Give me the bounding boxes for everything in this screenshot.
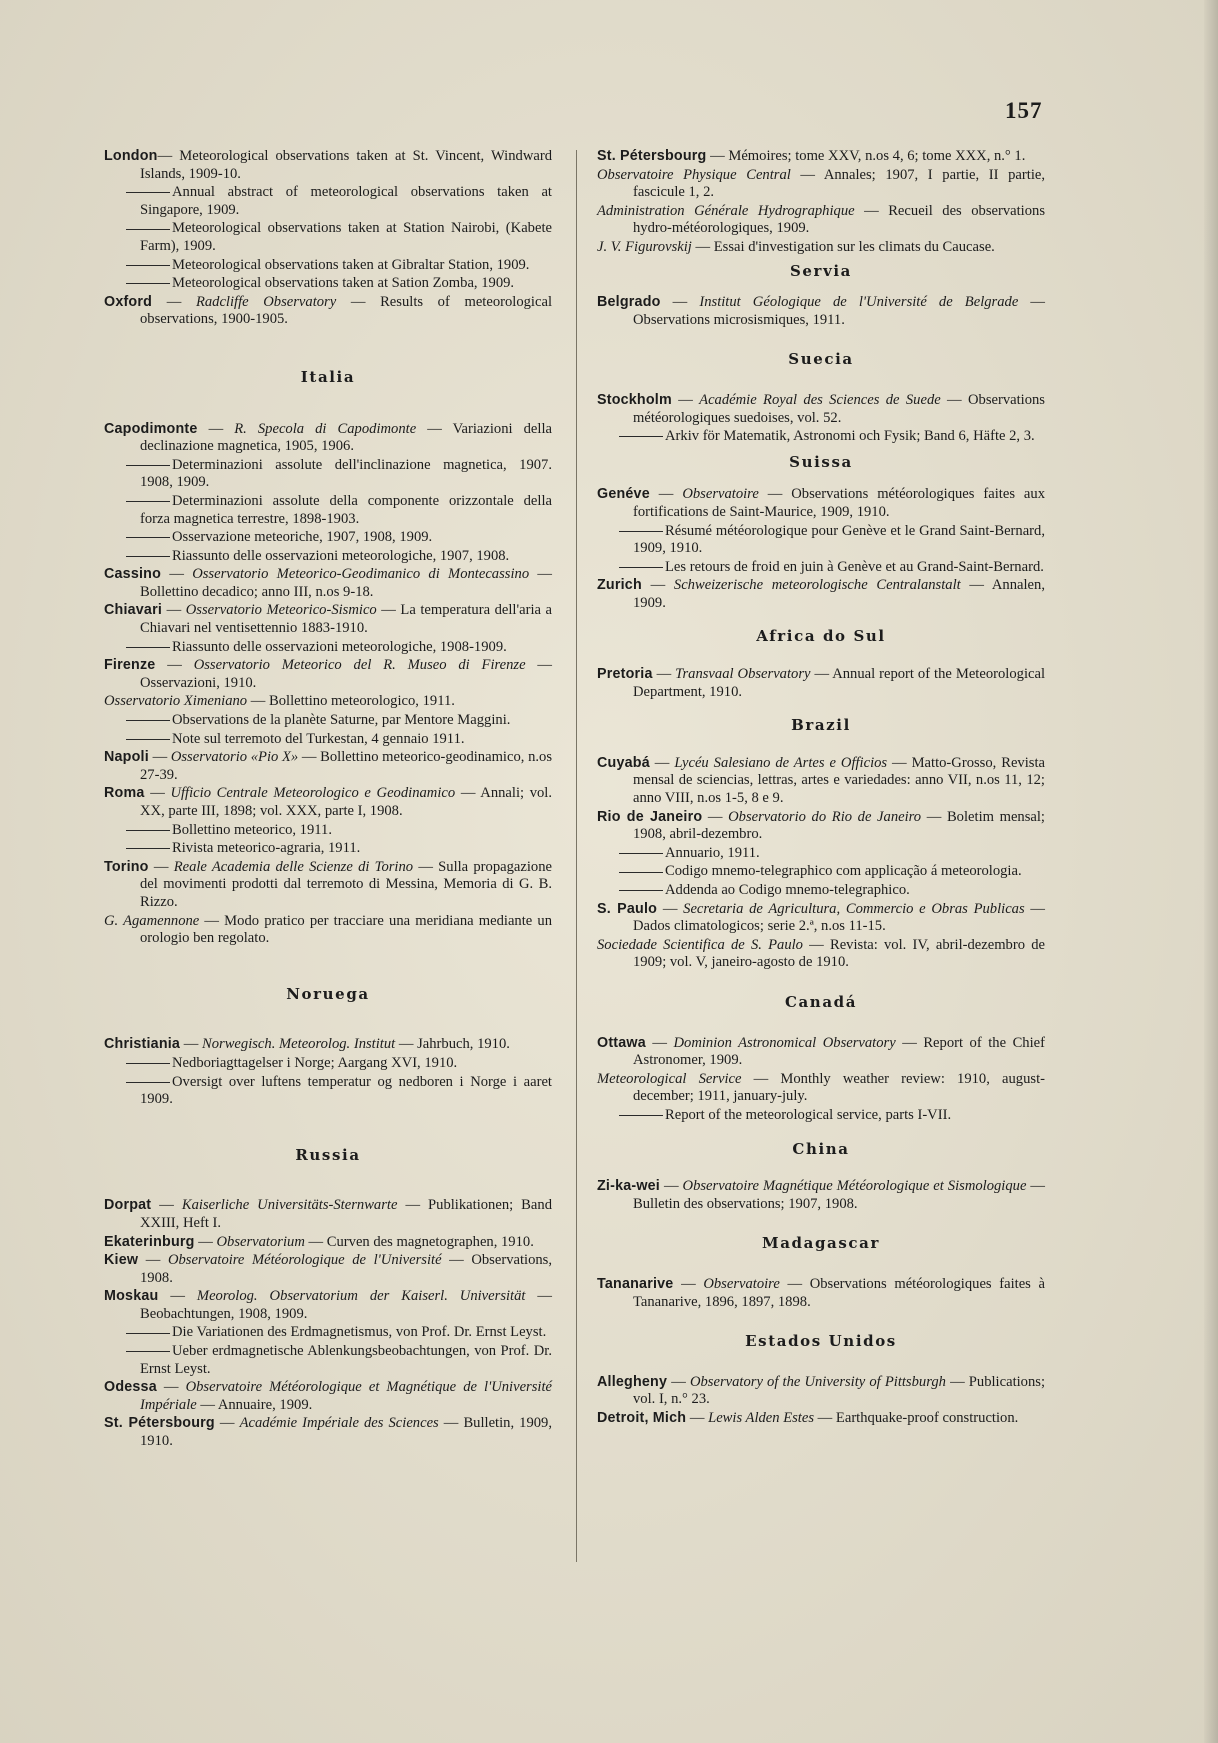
section-heading: Suissa <box>789 452 853 471</box>
right-column <box>597 148 1045 1428</box>
entry-text: — Dados climatologicos; serie 2.ª, n.os 11-15. <box>633 900 1045 935</box>
catalog-entry <box>597 203 1045 238</box>
entry-place: Napoli <box>104 749 149 766</box>
entry-separator: — <box>158 1288 197 1305</box>
catalog-entry <box>104 913 552 948</box>
entry-separator: — <box>660 294 700 311</box>
catalog-entry <box>104 1415 552 1450</box>
entry-dash <box>126 848 170 849</box>
entry-text: — Bollettino meteorico-geodinamico, n.os 27-39. <box>140 749 553 783</box>
catalog-entry <box>597 755 1045 808</box>
catalog-entry <box>104 657 552 692</box>
entry-text: Addenda ao Codigo mnemo-telegraphico. <box>665 882 910 898</box>
entry-place: Genéve <box>597 486 650 503</box>
catalog-entry <box>104 749 552 784</box>
entry-place: Ottawa <box>597 1034 646 1051</box>
entry-institution: Meteorological Service <box>597 1070 742 1087</box>
catalog-entry <box>597 1178 1045 1213</box>
entry-institution: Observatory of the University of Pittsburgh <box>689 1373 946 1390</box>
section-heading: Estados Unidos <box>745 1332 897 1351</box>
section-heading: Noruega <box>286 984 370 1003</box>
section-heading: Brazil <box>791 716 851 735</box>
entry-institution: Dominion Astronomical Observatory <box>673 1034 896 1051</box>
sub-entry <box>597 863 1045 881</box>
sub-entry <box>104 457 552 492</box>
sub-entry <box>597 1107 1045 1125</box>
entry-separator: — <box>673 1275 704 1292</box>
entry-institution: J. V. Figurovskij <box>597 238 692 255</box>
catalog-entry <box>597 666 1045 701</box>
entry-place: Torino <box>104 858 149 875</box>
entry-institution: Administration Générale Hydrographique <box>597 202 855 219</box>
catalog-entry <box>597 1035 1045 1070</box>
entry-dash <box>126 229 170 230</box>
entry-text: — La temperatura dell'aria a Chiavari nel ventisettennio 1883-1910. <box>140 602 553 637</box>
section-heading: Suecia <box>788 350 854 369</box>
entry-place: Firenze <box>104 657 156 674</box>
entry-text: — Sulla propagazione del movimenti prodotti dal terremoto di Messina, Memoria di G. B. Rizzo. <box>140 858 552 910</box>
entry-text: — Observations météorologiques suedoises, vol. 52. <box>633 391 1045 426</box>
sub-entry <box>104 184 552 219</box>
section-heading: Russia <box>295 1145 361 1164</box>
entry-separator: — <box>657 900 684 917</box>
entry-institution: G. Agamennone <box>104 912 200 929</box>
entry-place: Pretoria <box>597 666 653 683</box>
entry-separator: — <box>162 602 186 619</box>
entry-text: — Variazioni della declinazione magnetica, 1905, 1906. <box>140 420 552 455</box>
entry-dash <box>619 872 663 873</box>
entry-dash <box>619 1115 663 1116</box>
entry-institution: Observatoire Météorologique et Magnétique de l'Université Impériale <box>140 1379 553 1413</box>
entry-place: Zi-ka-wei <box>597 1178 660 1195</box>
entry-text: Oversigt over luftens temperatur og nedboren i Norge i aaret 1909. <box>140 1073 552 1108</box>
catalog-entry <box>597 577 1045 612</box>
entry-institution: Osservatorio Meteorico del R. Museo di Firenze <box>193 657 526 674</box>
sub-entry <box>597 523 1045 558</box>
entry-text: Observations de la planète Saturne, par Mentore Maggini. <box>172 712 511 729</box>
entry-institution: Académie Royal des Sciences de Suede <box>699 391 941 408</box>
entry-text: — Mémoires; tome XXV, n.os 4, 6; tome XXX, n.° 1. <box>706 148 1026 164</box>
entry-text: Meteorological observations taken at Sation Zomba, 1909. <box>172 275 515 292</box>
catalog-entry <box>104 421 552 456</box>
entry-dash <box>126 720 170 721</box>
sub-entry <box>597 845 1045 863</box>
entry-text: — Revista: vol. IV, abril-dezembro de 1909; vol. V, janeiro-agosto de 1910. <box>633 936 1045 971</box>
entry-place: Odessa <box>104 1379 157 1396</box>
sub-entry <box>104 1343 552 1378</box>
catalog-entry <box>104 1234 552 1252</box>
column-divider <box>576 150 577 1562</box>
entry-text: Osservazione meteoriche, 1907, 1908, 1909. <box>172 529 433 546</box>
entry-dash <box>126 1082 170 1083</box>
entry-text: — Curven des magnetographen, 1910. <box>304 1233 534 1250</box>
page-edge-shadow <box>1204 0 1218 1743</box>
sub-entry <box>104 548 552 566</box>
entry-place: Belgrado <box>597 294 661 311</box>
entry-text: — Annalen, 1909. <box>633 577 1045 611</box>
entry-place: London <box>104 148 158 164</box>
entry-text: — Matto-Grosso, Revista mensal de sciencias, lettras, artes e variedades: anno VII, n.os 11, 12; anno VIII, n.os 1-5, 8 e 9. <box>633 754 1045 807</box>
entry-institution: Radcliffe Observatory <box>195 293 337 310</box>
entry-dash <box>619 853 663 854</box>
entry-text: Les retours de froid en juin à Genève et au Grand-Saint-Bernard. <box>665 558 1044 575</box>
entry-text: Riassunto delle osservazioni meteorologiche, 1908-1909. <box>172 638 507 655</box>
sub-entry <box>597 428 1045 446</box>
entry-separator: — <box>155 657 194 674</box>
entry-separator: — <box>148 749 171 766</box>
entry-text: Bollettino meteorico, 1911. <box>172 821 332 838</box>
entry-institution: Observatorio do Rio de Janeiro <box>728 808 922 825</box>
section-heading: Madagascar <box>762 1234 880 1253</box>
sub-entry <box>104 1324 552 1342</box>
entry-institution: Reale Academia delle Scienze di Torino <box>173 858 414 875</box>
catalog-entry <box>104 294 552 329</box>
sub-entry <box>104 275 552 293</box>
sub-entry <box>104 493 552 528</box>
entry-institution: Observatoire Physique Central <box>597 166 791 183</box>
entry-separator: — <box>702 808 729 825</box>
catalog-entry <box>597 809 1045 844</box>
entry-institution: Observatoire Météorologique de l'Université <box>167 1252 442 1269</box>
entry-dash <box>619 531 663 532</box>
entry-place: Oxford <box>104 293 153 310</box>
catalog-entry <box>104 1197 552 1232</box>
entry-place: Stockholm <box>597 391 672 408</box>
entry-place: Moskau <box>104 1288 159 1305</box>
entry-institution: Observatoire Magnétique Météorologique et Sismologique <box>682 1178 1027 1195</box>
entry-separator: — <box>161 566 193 583</box>
entry-institution: Sociedade Scientifica de S. Paulo <box>597 936 803 953</box>
sub-entry <box>104 712 552 730</box>
entry-separator: — <box>671 391 700 408</box>
entry-institution: Osservatorio Ximeniano <box>104 693 248 710</box>
entry-dash <box>619 436 663 437</box>
entry-institution: Lewis Alden Estes <box>708 1409 815 1426</box>
entry-text: — Annual report of the Meteorological Department, 1910. <box>633 666 1046 700</box>
section-heading: Servia <box>789 261 852 280</box>
entry-institution: Osservatorio Meteorico-Geodimanico di Montecassino <box>192 566 530 583</box>
entry-place: Rio de Janeiro <box>597 808 703 825</box>
entry-text: — Results of meteorological observations, 1900-1905. <box>140 293 552 328</box>
catalog-entry <box>104 859 552 912</box>
section-heading: Africa do Sul <box>756 627 886 646</box>
entry-separator: — <box>686 1409 709 1426</box>
section-heading: China <box>792 1139 850 1158</box>
entry-text: — Monthly weather review: 1910, august-december; 1911, january-july. <box>633 1070 1045 1105</box>
entry-text: Report of the meteorological service, parts I-VII. <box>665 1106 952 1123</box>
catalog-entry <box>104 785 552 820</box>
entry-text: — Modo pratico per tracciare una meridiana mediante un orologio ben regolato. <box>140 912 552 947</box>
entry-separator: — <box>148 858 174 875</box>
entry-institution: Observatoire <box>682 486 759 503</box>
entry-text: Ueber erdmagnetische Ablenkungsbeobachtungen, von Prof. Dr. Ernst Leyst. <box>140 1343 552 1377</box>
entry-separator: — <box>641 577 674 594</box>
catalog-entry <box>104 693 552 711</box>
sub-entry <box>597 882 1045 900</box>
entry-place: Tananarive <box>597 1275 674 1292</box>
entry-separator: — <box>667 1373 690 1390</box>
page-number: 157 <box>1005 98 1043 123</box>
entry-separator: — <box>645 1034 674 1051</box>
entry-text: — Annales; 1907, I partie, II partie, fascicule 1, 2. <box>633 166 1045 201</box>
entry-institution: Secretaria de Agricultura, Commercio e Obras Publicas <box>683 900 1025 917</box>
entry-separator: — <box>194 1233 217 1250</box>
sub-entry <box>104 822 552 840</box>
entry-dash <box>619 567 663 568</box>
entry-dash <box>126 265 170 266</box>
catalog-entry <box>104 602 552 637</box>
entry-text: Annuario, 1911. <box>665 844 760 861</box>
sub-entry <box>104 1074 552 1109</box>
entry-text: — Meteorological observations taken at St. Vincent, Windward Islands, 1909-10. <box>140 148 552 182</box>
entry-separator: — <box>652 666 676 683</box>
entry-dash <box>126 647 170 648</box>
entry-institution: R. Specola di Capodimonte <box>234 420 417 437</box>
entry-text: Riassunto delle osservazioni meteorologiche, 1907, 1908. <box>172 547 510 564</box>
catalog-entry <box>104 1252 552 1287</box>
entry-separator: — <box>649 754 675 771</box>
entry-text: Determinazioni assolute della componente orizzontale della forza magnetica terrestre, 1898-1903. <box>140 492 552 527</box>
entry-institution: Observatorium <box>216 1233 305 1250</box>
catalog-entry <box>597 294 1045 329</box>
entry-dash <box>126 556 170 557</box>
catalog-entry <box>597 901 1045 936</box>
entry-dash <box>126 465 170 466</box>
entry-place: Cassino <box>104 566 162 583</box>
sub-entry <box>104 840 552 858</box>
entry-place: Detroit, Mich <box>597 1409 687 1426</box>
entry-institution: Transvaal Observatory <box>675 666 811 683</box>
entry-place: Kiew <box>104 1252 139 1269</box>
entry-dash <box>126 1333 170 1334</box>
entry-place: St. Pétersbourg <box>597 148 707 164</box>
entry-place: Chiavari <box>104 602 163 619</box>
entry-text: — Observations, 1908. <box>140 1252 552 1286</box>
entry-text: — Essai d'investigation sur les climats du Caucase. <box>691 238 995 255</box>
catalog-entry <box>597 167 1045 202</box>
entry-text: Codigo mnemo-telegraphico com applicação á meteorologia. <box>665 863 1022 880</box>
entry-place: Zurich <box>597 577 642 594</box>
entry-dash <box>126 1351 170 1352</box>
entry-text: — Publications; vol. I, n.° 23. <box>633 1373 1046 1408</box>
entry-separator: — <box>214 1415 240 1432</box>
entry-text: — Earthquake-proof construction. <box>814 1409 1019 1426</box>
entry-text: Résumé météorologique pour Genève et le Grand Saint-Bernard, 1909, 1910. <box>633 522 1045 557</box>
entry-place: Cuyabá <box>597 754 650 771</box>
catalog-entry <box>597 1374 1045 1409</box>
sub-entry <box>104 529 552 547</box>
entry-dash <box>126 830 170 831</box>
entry-separator: — <box>152 293 196 310</box>
catalog-entry <box>597 1410 1045 1428</box>
entry-text: — Beobachtungen, 1908, 1909. <box>140 1288 553 1322</box>
entry-separator: — <box>649 486 683 503</box>
entry-place: Christiania <box>104 1036 181 1053</box>
entry-separator: — <box>144 785 171 802</box>
entry-separator: — <box>180 1036 202 1053</box>
entry-text: Note sul terremoto del Turkestan, 4 gennaio 1911. <box>172 730 465 747</box>
sub-entry <box>597 559 1045 577</box>
sub-entry <box>104 220 552 255</box>
entry-text: Arkiv för Matematik, Astronomi och Fysik; Band 6, Häfte 2, 3. <box>665 428 1035 445</box>
entry-institution: Norwegisch. Meteorolog. Institut <box>201 1036 396 1053</box>
entry-text: Nedboriagttagelser i Norge; Aargang XVI, 1910. <box>172 1054 458 1071</box>
entry-text: — Publikationen; Band XXIII, Heft I. <box>140 1197 552 1231</box>
catalog-entry <box>104 1036 552 1054</box>
entry-text: — Osservazioni, 1910. <box>140 657 553 691</box>
entry-text: — Annali; vol. XX, parte III, 1898; vol. XXX, parte I, 1908. <box>140 785 553 819</box>
left-column <box>104 148 552 1452</box>
catalog-entry <box>104 148 552 183</box>
entry-separator: — <box>156 1379 186 1396</box>
catalog-entry <box>597 392 1045 427</box>
entry-text: — Bollettino decadico; anno III, n.os 9-18. <box>140 566 552 600</box>
sub-entry <box>104 257 552 275</box>
entry-institution: Schweizerische meteorologische Centralanstalt <box>673 577 961 594</box>
entry-text: Determinazioni assolute dell'inclinazione magnetica, 1907. 1908, 1909. <box>140 456 552 491</box>
sub-entry <box>104 639 552 657</box>
catalog-entry <box>597 486 1045 521</box>
entry-dash <box>126 537 170 538</box>
section-heading: Italia <box>300 367 356 386</box>
entry-institution: Académie Impériale des Sciences <box>239 1415 439 1432</box>
entry-place: Allegheny <box>597 1373 668 1390</box>
catalog-entry <box>597 1071 1045 1106</box>
entry-dash <box>126 501 170 502</box>
entry-separator: — <box>659 1178 683 1195</box>
entry-text: Annual abstract of meteorological observations taken at Singapore, 1909. <box>140 184 552 218</box>
entry-institution: Osservatorio Meteorico-Sismico <box>185 602 377 619</box>
entry-text: — Bulletin, 1909, 1910. <box>140 1415 553 1450</box>
entry-text: — Jahrbuch, 1910. <box>395 1036 510 1053</box>
section-heading: Canadá <box>784 992 858 1011</box>
catalog-entry <box>597 148 1045 166</box>
sub-entry <box>104 731 552 749</box>
catalog-entry <box>104 566 552 601</box>
entry-dash <box>126 283 170 284</box>
entry-text: Die Variationen des Erdmagnetismus, von Prof. Dr. Ernst Leyst. <box>172 1324 547 1341</box>
entry-text: — Observations météorologiques faites aux fortifications de Saint-Maurice, 1909, 1910. <box>633 486 1046 520</box>
entry-separator: — <box>138 1252 168 1269</box>
entry-text: — Bollettino meteorologico, 1911. <box>247 693 455 710</box>
entry-text: — Observations météorologiques faites à Tananarive, 1896, 1897, 1898. <box>633 1275 1045 1310</box>
entry-text: — Observations microsismiques, 1911. <box>633 294 1045 328</box>
entry-place: Capodimonte <box>104 420 198 437</box>
entry-dash <box>126 192 170 193</box>
entry-text: Meteorological observations taken at Station Nairobi, (Kabete Farm), 1909. <box>140 220 552 254</box>
entry-separator: — <box>151 1197 182 1214</box>
entry-place: Dorpat <box>104 1197 152 1214</box>
entry-separator: — <box>197 420 235 437</box>
catalog-entry <box>597 239 1045 257</box>
entry-institution: Institut Géologique de l'Université de Belgrade <box>699 294 1019 311</box>
catalog-entry <box>104 1379 552 1414</box>
entry-institution: Kaiserliche Universitäts-Sternwarte <box>181 1197 398 1214</box>
entry-text: Meteorological observations taken at Gibraltar Station, 1909. <box>172 256 530 273</box>
catalog-entry <box>597 1276 1045 1311</box>
entry-institution: Observatoire <box>703 1275 780 1292</box>
entry-text: — Recueil des observations hydro-météorologiques, 1909. <box>633 202 1045 237</box>
entry-place: St. Pétersbourg <box>104 1415 215 1432</box>
entry-institution: Osservatorio «Pio X» <box>170 749 299 766</box>
entry-place: Ekaterinburg <box>104 1233 195 1250</box>
entry-text: Rivista meteorico-agraria, 1911. <box>172 840 361 857</box>
entry-institution: Lycéu Salesiano de Artes e Officios <box>674 754 888 771</box>
sub-entry <box>104 1055 552 1073</box>
entry-text: — Bulletin des observations; 1907, 1908. <box>633 1178 1046 1212</box>
entry-dash <box>619 890 663 891</box>
entry-institution: Meorolog. Observatorium der Kaiserl. Universität <box>196 1288 526 1305</box>
entry-dash <box>126 739 170 740</box>
entry-text: — Boletim mensal; 1908, abril-dezembro. <box>633 808 1045 843</box>
entry-dash <box>126 1063 170 1064</box>
entry-institution: Ufficio Centrale Meteorologico e Geodinamico <box>170 785 456 802</box>
catalog-entry <box>104 1288 552 1323</box>
entry-place: S. Paulo <box>597 900 658 917</box>
entry-place: Roma <box>104 785 145 802</box>
catalog-entry <box>597 937 1045 972</box>
entry-text: — Report of the Chief Astronomer, 1909. <box>633 1034 1045 1069</box>
entry-text: — Annuaire, 1909. <box>196 1396 313 1413</box>
